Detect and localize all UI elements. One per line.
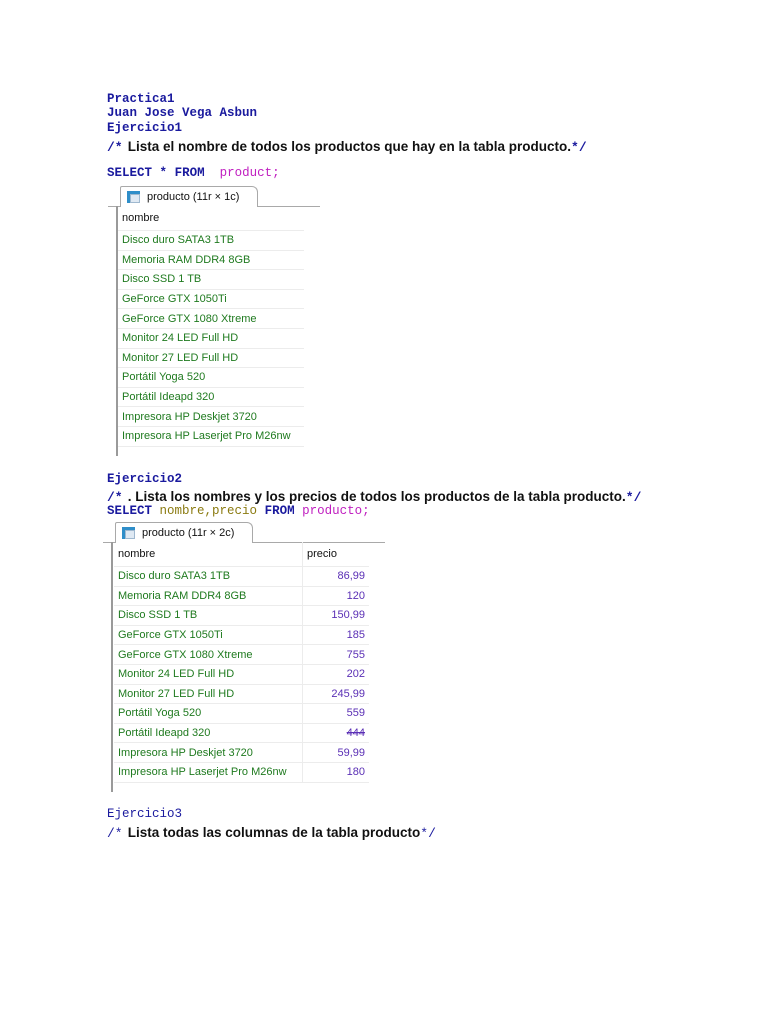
table-row[interactable] xyxy=(118,407,304,427)
cell-nombre[interactable]: Memoria RAM DDR4 8GB xyxy=(114,586,303,606)
sql-keyword-from: FROM xyxy=(264,504,295,518)
column-header-nombre[interactable]: nombre xyxy=(114,542,303,567)
exercise3-title: Ejercicio3 xyxy=(107,807,183,821)
cell-precio[interactable]: 185 xyxy=(303,625,370,645)
table-grid-icon xyxy=(122,527,135,539)
comment-open: /* xyxy=(107,490,123,505)
cell-nombre[interactable]: Monitor 27 LED Full HD xyxy=(118,348,304,368)
cell-nombre[interactable]: Impresora HP Deskjet 3720 xyxy=(118,407,304,427)
result-tab-1[interactable] xyxy=(120,186,258,207)
cell-precio[interactable]: 245,99 xyxy=(303,684,370,704)
table-row[interactable] xyxy=(118,348,304,368)
table-row[interactable] xyxy=(114,567,369,587)
cell-nombre[interactable]: Portátil Yoga 520 xyxy=(114,704,303,724)
comment-open: /* xyxy=(107,140,123,155)
sql-table-name: producto; xyxy=(302,504,370,518)
table-row[interactable] xyxy=(114,762,369,782)
result-tab-label: producto (11r × 1c) xyxy=(147,191,240,203)
cell-nombre[interactable]: Disco duro SATA3 1TB xyxy=(114,567,303,587)
cell-precio[interactable]: 559 xyxy=(303,704,370,724)
cell-nombre[interactable]: Monitor 24 LED Full HD xyxy=(114,664,303,684)
cell-precio[interactable]: 202 xyxy=(303,664,370,684)
cell-precio[interactable]: 755 xyxy=(303,645,370,665)
practice-title: Practica1 xyxy=(107,92,175,106)
cell-nombre[interactable]: GeForce GTX 1080 Xtreme xyxy=(114,645,303,665)
table-row[interactable] xyxy=(118,426,304,446)
exercise1-title: Ejercicio1 xyxy=(107,121,183,135)
grid-left-border xyxy=(111,542,113,792)
cell-precio[interactable]: 180 xyxy=(303,762,370,782)
cell-precio[interactable]: 120 xyxy=(303,586,370,606)
cell-precio[interactable]: 59,99 xyxy=(303,743,370,763)
cell-nombre[interactable]: Portátil Ideapd 320 xyxy=(114,723,303,743)
column-header-nombre[interactable]: nombre xyxy=(118,206,304,231)
cell-nombre[interactable]: Portátil Yoga 520 xyxy=(118,368,304,388)
cell-nombre[interactable]: Impresora HP Deskjet 3720 xyxy=(114,743,303,763)
exercise2-comment xyxy=(107,486,641,505)
table-row[interactable] xyxy=(114,625,369,645)
table-row[interactable] xyxy=(118,328,304,348)
comment-text: Lista todas las columnas de la tabla producto xyxy=(127,825,421,840)
cell-precio[interactable]: 444 xyxy=(303,723,370,743)
table-row[interactable] xyxy=(118,368,304,388)
result-tab-2[interactable] xyxy=(115,522,253,543)
table-row[interactable] xyxy=(118,289,304,309)
sql-keyword-from: FROM xyxy=(174,166,205,180)
table-row[interactable] xyxy=(118,250,304,270)
comment-text: Lista el nombre de todos los productos que hay en la tabla producto. xyxy=(127,139,572,154)
table-row[interactable] xyxy=(114,586,369,606)
table-row[interactable] xyxy=(118,387,304,407)
comment-close: */ xyxy=(625,490,642,505)
author-name: Juan Jose Vega Asbun xyxy=(107,106,258,120)
cell-nombre[interactable]: GeForce GTX 1050Ti xyxy=(118,289,304,309)
comment-open: /* xyxy=(107,826,123,841)
sql-table-name: product; xyxy=(219,166,280,180)
comment-close: */ xyxy=(420,826,436,841)
sql-keyword-select: SELECT xyxy=(107,166,153,180)
exercise2-title: Ejercicio2 xyxy=(107,472,183,486)
table-row[interactable] xyxy=(118,231,304,251)
cell-nombre[interactable]: Impresora HP Laserjet Pro M26nw xyxy=(114,762,303,782)
comment-text: . Lista los nombres y los precios de todos los productos de la tabla producto. xyxy=(127,489,626,504)
table-row[interactable] xyxy=(114,723,369,743)
table-row[interactable] xyxy=(114,743,369,763)
exercise1-sql xyxy=(107,166,280,181)
cell-nombre[interactable]: Portátil Ideapd 320 xyxy=(118,387,304,407)
exercise1-comment xyxy=(107,136,587,155)
cell-nombre[interactable]: GeForce GTX 1050Ti xyxy=(114,625,303,645)
cell-nombre[interactable]: Disco SSD 1 TB xyxy=(118,270,304,290)
table-row[interactable] xyxy=(114,645,369,665)
cell-nombre[interactable]: GeForce GTX 1080 Xtreme xyxy=(118,309,304,329)
table-grid-icon xyxy=(127,191,140,203)
sql-star: * xyxy=(159,166,168,180)
cell-nombre[interactable]: Monitor 27 LED Full HD xyxy=(114,684,303,704)
cell-nombre[interactable]: Disco SSD 1 TB xyxy=(114,606,303,626)
table-row[interactable] xyxy=(114,664,369,684)
table-row[interactable] xyxy=(114,606,369,626)
table-row[interactable] xyxy=(118,309,304,329)
table-row[interactable] xyxy=(114,684,369,704)
cell-precio[interactable]: 150,99 xyxy=(303,606,370,626)
cell-nombre[interactable]: Disco duro SATA3 1TB xyxy=(118,231,304,251)
table-row[interactable] xyxy=(118,270,304,290)
result-panel-1 xyxy=(108,184,320,456)
cell-nombre[interactable]: Impresora HP Laserjet Pro M26nw xyxy=(118,426,304,446)
result-panel-2 xyxy=(103,520,385,792)
cell-precio[interactable]: 86,99 xyxy=(303,567,370,587)
cell-nombre[interactable]: Memoria RAM DDR4 8GB xyxy=(118,250,304,270)
exercise2-sql xyxy=(107,504,370,519)
result-grid-2 xyxy=(114,542,369,783)
sql-columns: nombre,precio xyxy=(159,504,258,518)
result-grid-1 xyxy=(118,206,304,447)
column-header-precio[interactable]: precio xyxy=(303,542,370,567)
cell-nombre[interactable]: Monitor 24 LED Full HD xyxy=(118,328,304,348)
exercise3-comment xyxy=(107,822,436,841)
comment-close: */ xyxy=(571,140,587,155)
table-row[interactable] xyxy=(114,704,369,724)
result-tab-label: producto (11r × 2c) xyxy=(142,527,235,539)
sql-keyword-select: SELECT xyxy=(107,504,153,518)
